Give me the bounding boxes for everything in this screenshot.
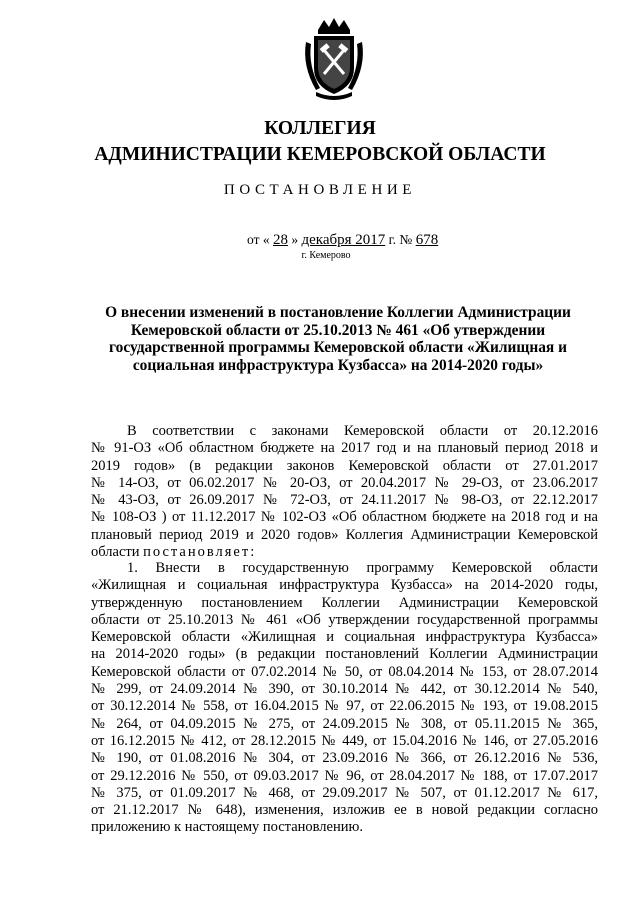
text-line: «Жилищная и социальная инфраструктура Кузбасса» на 2014-2020 годы, [91, 577, 598, 594]
text-line: от 16.12.2015 № 412, от 28.12.2015 № 449, от 15.04.2016 № 146, от 27.05.2016 [91, 732, 598, 749]
text-line: утвержденную постановлением Коллегии Администрации Кемеровской [91, 594, 598, 611]
document-title [80, 304, 596, 374]
text-line: плановый период 2019 и 2020 годов» Коллегия Администрации Кемеровской [91, 526, 598, 543]
number-label: № [399, 232, 413, 247]
text-line: № 108-ОЗ ) от 11.12.2017 № 102-ОЗ «Об областном бюджете на 2018 год и на [91, 509, 598, 526]
title-line: социальная инфраструктура Кузбасса» на 2014-2020 годы» [132, 356, 544, 374]
title-line: О внесении изменений в постановление Коллегии Администрации [105, 304, 571, 321]
title-line: Кемеровской области от 25.10.2013 № 461 «Об утверждении [130, 321, 546, 339]
text-line: области от 25.10.2013 № 461 «Об утверждении государственной программы [91, 611, 598, 628]
date-year-suffix: г. [388, 232, 397, 247]
text-line: на 2014-2020 годы» (в редакции постановлений Коллегии Администрации [91, 646, 598, 663]
date-prefix: от « [247, 232, 270, 247]
city: г. Кемерово [301, 250, 351, 261]
date-day: 28 [272, 232, 288, 248]
date-mid: » [291, 232, 299, 247]
org-name-line2: АДМИНИСТРАЦИИ КЕМЕРОВСКОЙ ОБЛАСТИ [94, 144, 546, 165]
document-number: 678 [415, 232, 439, 248]
date-and-number [247, 232, 438, 249]
text-line: от 21.12.2017 № 648), изменения, изложив ее в новой редакции согласно [91, 802, 598, 819]
text-line: № 91-ОЗ «Об областном бюджете на 2017 год и на плановый период 2018 и [91, 440, 598, 457]
paragraph-item-1 [91, 560, 598, 837]
text-segment: области [91, 544, 144, 561]
date-month-year: декабря 2017 [301, 232, 386, 248]
text-line: Кемеровской области от 07.02.2014 № 50, от 08.04.2014 № 153, от 28.07.2014 [91, 663, 598, 680]
text-line: В соответствии с законами Кемеровской области от 20.12.2016 [127, 423, 598, 439]
text-line: № 299, от 24.09.2014 № 390, от 30.10.2014 № 442, от 30.12.2014 № 540, [91, 681, 598, 698]
text-line: № 190, от 01.08.2016 № 304, от 23.09.2016 № 366, от 26.12.2016 № 536, [91, 750, 598, 767]
text-line: № 14-ОЗ, от 06.02.2017 № 20-ОЗ, от 20.04.2017 № 29-ОЗ, от 23.06.2017 [91, 474, 598, 491]
text-line: № 43-ОЗ, от 26.09.2017 № 72-ОЗ, от 24.11.2017 № 98-ОЗ, от 22.12.2017 [91, 492, 598, 509]
title-line: государственной программы Кемеровской области «Жилищная и [109, 339, 567, 357]
org-name-line1: КОЛЛЕГИЯ [264, 118, 376, 139]
document-type: ПОСТАНОВЛЕНИЕ [223, 182, 417, 198]
text-line: 2019 годов» (в редакции законов Кемеровской области от 27.01.2017 [91, 457, 598, 474]
text-line: от 29.12.2016 № 550, от 09.03.2017 № 96, от 28.04.2017 № 188, от 17.07.2017 [91, 767, 598, 784]
coat-of-arms-icon [298, 16, 370, 100]
text-line [91, 544, 598, 561]
text-line: приложению к настоящему постановлению. [91, 819, 363, 836]
text-line: № 375, от 01.09.2017 № 468, от 29.09.2017 № 507, от 01.12.2017 № 617, [91, 784, 598, 801]
text-line: 1. Внести в государственную программу Кемеровской области [127, 560, 598, 576]
text-line: Кемеровской области «Жилищная и социальная инфраструктура Кузбасса» [91, 629, 598, 646]
resolves-word: постановляет: [143, 544, 257, 561]
text-line: от 30.12.2014 № 558, от 16.04.2015 № 97, от 22.06.2015 № 193, от 19.08.2015 [91, 698, 598, 715]
text-line: № 264, от 04.09.2015 № 275, от 24.09.2015 № 308, от 05.11.2015 № 365, [91, 715, 598, 732]
paragraph-preamble [91, 423, 598, 561]
